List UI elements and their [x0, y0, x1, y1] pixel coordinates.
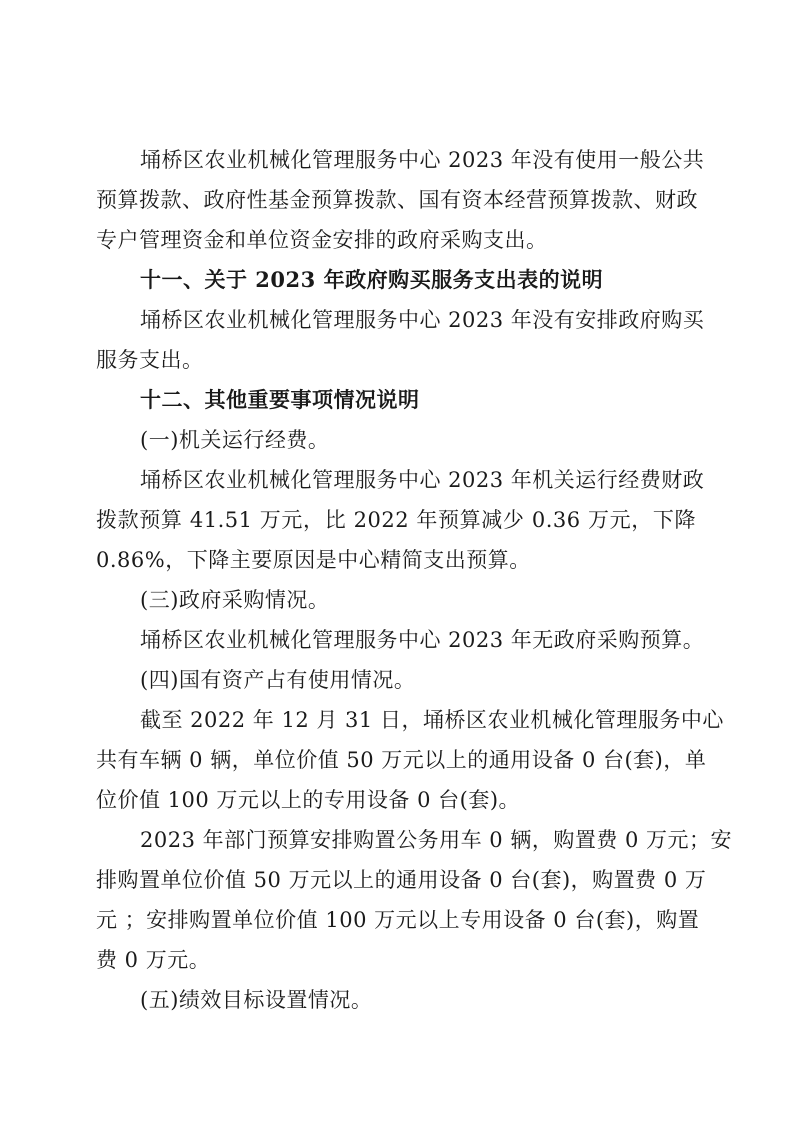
- subsection-3: (三)政府采购情况。: [140, 588, 330, 612]
- subsection-4: (四)国有资产占有使用情况。: [140, 668, 416, 692]
- para6-line3: 元 ；安排购置单位价值 100 万元以上专用设备 0 台(套)，购置: [96, 908, 700, 932]
- para5-line2: 共有车辆 0 辆，单位价值 50 万元以上的通用设备 0 台(套)，单: [96, 748, 707, 772]
- para6-line2: 排购置单位价值 50 万元以上的通用设备 0 台(套)，购置费 0 万: [96, 868, 707, 892]
- section-heading-11: 十一、关于 2023 年政府购买服务支出表的说明: [140, 267, 604, 292]
- para6-line4: 费 0 万元。: [96, 948, 211, 972]
- para5-line1: 截至 2022 年 12 月 31 日，埇桥区农业机械化管理服务中心: [140, 708, 724, 732]
- para1-line1: 埇桥区农业机械化管理服务中心 2023 年没有使用一般公共: [140, 148, 705, 172]
- para3-line1: 埇桥区农业机械化管理服务中心 2023 年机关运行经费财政: [140, 468, 705, 492]
- para1-line2: 预算拨款、政府性基金预算拨款、国有资本经营预算拨款、财政: [96, 188, 698, 212]
- subsection-1: (一)机关运行经费。: [140, 428, 330, 452]
- para4: 埇桥区农业机械化管理服务中心 2023 年无政府采购预算。: [140, 628, 705, 652]
- para1-line3: 专户管理资金和单位资金安排的政府采购支出。: [96, 228, 548, 252]
- section-heading-12: 十二、其他重要事项情况说明: [140, 387, 420, 412]
- para3-line2: 拨款预算 41.51 万元，比 2022 年预算减少 0.36 万元，下降: [96, 508, 696, 532]
- para6-line1: 2023 年部门预算安排购置公务用车 0 辆，购置费 0 万元；安: [140, 828, 733, 852]
- para2-line2: 服务支出。: [96, 348, 204, 372]
- para3-line3: 0.86%，下降主要原因是中心精简支出预算。: [96, 548, 531, 572]
- subsection-5: (五)绩效目标设置情况。: [140, 988, 373, 1012]
- para2-line1: 埇桥区农业机械化管理服务中心 2023 年没有安排政府购买: [140, 308, 705, 332]
- para5-line3: 位价值 100 万元以上的专用设备 0 台(套)。: [96, 788, 521, 812]
